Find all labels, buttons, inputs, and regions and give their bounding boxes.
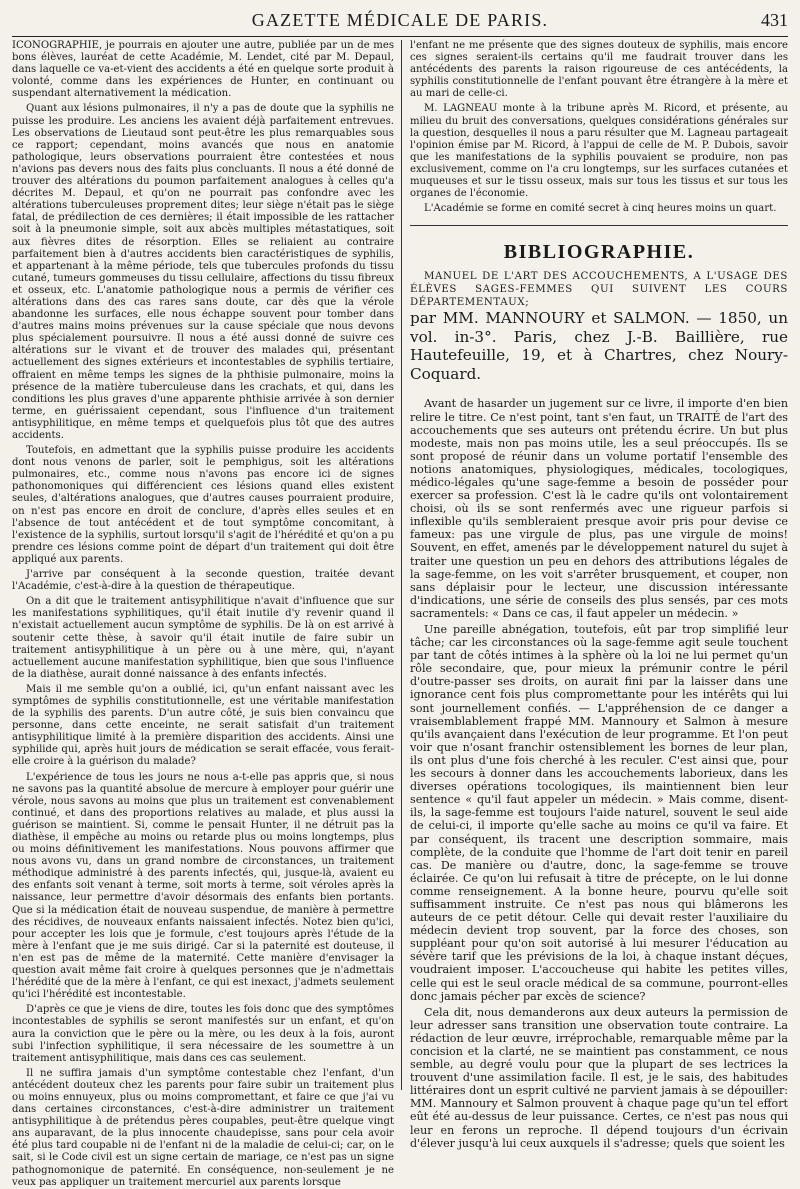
paragraph: J'arrive par conséquent à la seconde question, traitée devant l'Académie, c'est-à-dire à la question de thérapeutique. [12, 569, 394, 593]
book-title: MANUEL DE L'ART DES ACCOUCHEMENTS, A L'USAGE DES ÉLÈVES SAGES-FEMMES QUI SUIVENT LES COURS DÉPARTEMENTAUX; [410, 271, 788, 309]
page-number: 431 [761, 10, 788, 30]
bibliography-heading: BIBLIOGRAPHIE. [503, 241, 695, 264]
paragraph: On a dit que le traitement antisyphilitique n'avait d'influence que sur les manifestations syphilitiques, qu'il était inutile d'y revenir quand il n'existait actuellement aucun symptôme de syphilis. De là on est arrivé à soutenir cette thèse, à savoir qu'il était inutile de faire subir un traitement antisyphilitique à un père ou à une mère, qui, n'ayant actuellement aucune manifestation syphilitique, bien que sous l'influence de la diathèse, aurait donné naissance à des enfants infectés. [12, 596, 394, 680]
paragraph: Quant aux lésions pulmonaires, il n'y a pas de doute que la syphilis ne puisse les produire. Les anciens les avaient déjà parfaitement entrevues. Les observations de Lieutaud sont peut-être les plus remarquables sous ce rapport; cependant, moins avancés que nous en anatomie pathologique, leurs observations pourraient être contestées et nous n'avions pas devers nous des faits plus concluants. Il nous a été donné de trouver des altérations du poumon parfaitement analogues à celles qu'a décrites M. Depaul, et qu'on ne pourrait pas confondre avec les altérations tuberculeuses proprement dites; leur siège n'était pas le siège fatal, de prédilection de ces dernières; il était impossible de les rattacher soit à la pneumonie simple, soit aux abcès multiples métastatiques, soit aux fièvres dites de résorption. Elles se reliaient au contraire parfaitement bien à d'autres accidents bien caractéristiques de syphilis, et appartenant à la même période, tels que tubercules profonds du tissu cutané, tumeurs gommeuses du tissu cellulaire, affections du tissu fibreux et osseux, etc. L'anatomie pathologique nous a permis de vérifier ces altérations dans des cas rares sans doute, car dès que la vérole abandonne les surfaces, elle nous échappe souvent pour tomber dans d'autres mains moins prévenues sur la cause spéciale que nous devons plus spécialement poursuivre. Il nous a été aussi donné de suivre ces altérations sur le vivant et de trouver des malades qui, présentant actuellement des signes extérieurs et incontestables de syphilis tertiaire, offraient en même temps les signes de la phthisie pulmonaire, moins la présence de la matière tuberculeuse dans les crachats, et qui, dans les conditions les plus graves d'une apparente phthisie arrivée à son dernier terme, en guérissaient cependant, sous l'influence d'un traitement antisyphilitique, en même temps et quelquefois plus tôt que des autres accidents. [12, 103, 394, 441]
paragraph: Mais il me semble qu'on a oublié, ici, qu'un enfant naissant avec les symptômes de syphilis constitutionnelle, est une véritable manifestation de la syphilis des parents. D'un autre côté, je suis bien convaincu que personne, dans cette enceinte, ne serait satisfait d'un traitement antisyphilitique limité à la première disparition des accidents. Ainsi une syphilide qui, après huit jours de médication se serait effacée, vous ferait-elle croire à la guérison du malade? [12, 683, 394, 768]
right-column [410, 40, 788, 1150]
paragraph: Cela dit, nous demanderons aux deux auteurs la permission de leur adresser sans transition une observation toute contraire. La rédaction de leur œuvre, irréprochable, remarquable même par la concision et la clarté, ne se maintient pas constamment, ce nous semble, au degré voulu pour que la plupart de ses lectrices la trouvent d'une assimilation facile. Il est, je le sais, des habitudes littéraires dont un esprit cultivé ne parvient jamais à se dépouiller: MM. Mannoury et Salmon prouvent à chaque page qu'un tel effort eût été au-dessus de leur puissance. Certes, ce n'est pas nous qui leur en ferons un reproche. Il dépend toujours d'un écrivain d'élever jusqu'à lui ceux auxquels il s'adresse; quels que soient les [410, 1005, 788, 1150]
paragraph: L'expérience de tous les jours ne nous a-t-elle pas appris que, si nous ne savons pas la quantité absolue de mercure à employer pour guérir une vérole, nous savons au moins que plus un traitement est convenablement continué, et dans des proportions relatives au malade, et plus aussi la guérison se maintient. Si, comme le pensait Hunter, il ne détruit pas la diathèse, il empêche au moins ou retarde plus ou moins longtemps, plus ou moins définitivement les manifestations. Nous pouvons affirmer que nous avons vu, dans un grand nombre de circonstances, un traitement méthodique administré à des parents infectés, qui, jusque-là, avaient eu des enfants soit venant à terme, soit morts à terme, soit véroles après la naissance, leur permettre d'avoir désormais des enfants bien portants. Que si la médication était de nouveau suspendue, de manière à permettre des récidives, de nouveaux enfants naissaient infectés. Notez bien qu'ici, pour accepter les lois que je formule, c'est toujours après l'étude de la mère à l'enfant que je me suis dirigé. Car si la paternité est douteuse, il n'en est pas de même de la maternité. Cette manière d'envisager la question avait même fait croire à quelques personnes que je n'admettais l'hérédité que de la mère à l'enfant, ce qui est inexact, j'admets seulement qu'ici l'hérédité est incontestable. [12, 771, 394, 1001]
left-column [12, 40, 394, 1188]
paragraph: ICONOGRAPHIE, je pourrais en ajouter une autre, publiée par un de mes bons élèves, lauréat de cette Académie, M. Lendet, cité par M. Depaul, dans laquelle ce va-et-vient des accidents a été en quelque sorte produit à volonté, comme dans les expériences de Hunter, en continuant ou suspendant alternativement la médication. [12, 40, 394, 100]
book-imprint: par MM. MANNOURY et SALMON. — 1850, un vol. in-3°. Paris, chez J.-B. Baillière, rue Hautefeuille, 19, et à Chartres, chez Noury-Coquard. [410, 309, 788, 383]
paragraph: Une pareille abnégation, toutefois, eût par trop simplifié leur tâche; car les circonstances où la sage-femme agit seule touchent par tant de côtés intimes à la sphère où la loi ne lui permet qu'un rôle secondaire, que, pour mieux la prémunir contre le péril d'outre-passer ses droits, on aurait fini par la laisser dans une ignorance cent fois plus compromettante pour les intérêts qui lui sont journellement confiés. — L'appréhension de ce danger a vraisemblablement frappé MM. Mannoury et Salmon à mesure qu'ils avançaient dans l'exécution de leur programme. Et l'on peut voir que n'osant franchir ostensiblement les bornes de leur plan, ils ont plus d'une fois cherché à les reculer. C'est ainsi que, pour les secours à donner dans les accouchements laborieux, dans les diverses opérations tocologiques, ils maintiennent bien leur sentence « qu'il faut appeler un médecin. » Mais comme, disent-ils, la sage-femme est toujours l'aide naturel, souvent le seul aide de celui-ci, il importe qu'elle sache au moins ce qu'il va faire. Et par conséquent, ils tracent une description sommaire, mais complète, de la conduite que l'homme de l'art doit tenir en pareil cas. De manière ou d'autre, donc, la sage-femme se trouve éclairée. Ce qu'on lui refusait à titre de précepte, on le lui donne comme renseignement. A la bonne heure, pourvu qu'elle soit suffisamment instruite. Ce n'est pas nous qui blâmerons les auteurs de ce petit détour. Celle qui devait rester l'auxiliaire du médecin devient trop souvent, par la force des choses, son suppléant pour qu'on soit autorisé à lui mesurer l'éducation au sévère tarif que les prévisions de la loi, à chaque instant déçues, voudraient imposer. L'accoucheuse qui habite les petites villes, celle qui est le seul oracle médical de sa commune, pourront-elles donc jamais pécher par excès de science? [410, 623, 788, 1003]
column-divider [401, 40, 402, 1090]
paragraph: D'après ce que je viens de dire, toutes les fois donc que des symptômes incontestables de syphilis se seront manifestés sur un enfant, et qu'on aura la conviction que le père ou la mère, ou les deux à la fois, auront subi l'infection syphilitique, il sera nécessaire de les soumettre à un traitement antisyphilitique, mais dans ces cas seulement. [12, 1004, 394, 1064]
paragraph: l'enfant ne me présente que des signes douteux de syphilis, mais encore ces signes seraient-ils certains qu'il me faudrait trouver dans les antécédents des parents la raison rigoureuse de ces antécédents, la syphilis constitutionnelle de l'enfant pouvant être étrangère à la mère et au mari de celle-ci. [410, 40, 788, 100]
paragraph: M. LAGNEAU monte à la tribune après M. Ricord, et présente, au milieu du bruit des conversations, quelques considérations générales sur la question, desquelles il nous a paru résulter que M. Lagneau partageait l'opinion émise par M. Ricord, à l'appui de celle de M. P. Dubois, savoir que les manifestations de la syphilis pouvaient se produire, non pas exclusivement, comme on l'a cru longtemps, sur les surfaces cutanées et muqueuses et sur le tissu osseux, mais sur tous les tissus et sur tous les organes de l'économie. [410, 103, 788, 200]
review-body [410, 397, 788, 1149]
paragraph: Toutefois, en admettant que la syphilis puisse produire les accidents dont nous venons de parler, soit le pemphigus, soit les altérations pulmonaires, etc., comme nous n'avons pas encore ici de signes pathonomoniques qui différencient ces lésions quand elles existent seules, d'altérations analogues, que d'autres causes pourraient produire, on n'est pas encore en droit de conclure, d'après elles seules et en l'absence de tout antécédent et de tout symptôme concomitant, à l'existence de la syphilis, surtout lorsqu'il s'agit de l'hérédité et qu'on a pu prendre ces lésions comme point de départ d'un traitement qui doit être appliqué aux parents. [12, 445, 394, 565]
section-rule [410, 225, 788, 226]
paragraph: Il ne suffira jamais d'un symptôme contestable chez l'enfant, d'un antécédent douteux chez les parents pour faire subir un traitement plus ou moins ennuyeux, plus ou moins compromettant, et faire ce que j'ai vu dans certaines circonstances, c'est-à-dire administrer un traitement antisyphilitique à de prétendus pères coupables, peut-être quelque vingt ans auparavant, de la plus innocente chaudepisse, sans pour cela avoir été plus tard coupable ni de l'enfant ni de la maladie de celui-ci; car, on le sait, si le Code civil est un signe certain de mariage, ce n'est pas un signe pathognomonique de paternité. En conséquence, non-seulement je ne veux pas appliquer un traitement mercuriel aux parents lorsque [12, 1067, 394, 1188]
paragraph: Avant de hasarder un jugement sur ce livre, il importe d'en bien relire le titre. Ce n'est point, tant s'en faut, un TRAITÉ de l'art des accouchements que ses auteurs ont prétendu écrire. Un but plus modeste, mais non pas moins utile, les a seul préoccupés. Ils se sont proposé de réunir dans un volume portatif l'ensemble des notions anatomiques, physiologiques, médicales, tocologiques, médico-légales qu'une sage-femme a besoin de posséder pour exercer sa profession. C'est là le cadre qu'ils ont volontairement choisi, où ils se sont renfermés avec une rigueur parfois si inflexible qu'ils sembleraient presque avoir pris pour devise ce fameux: pas une virgule de plus, pas une virgule de moins! Souvent, en effet, amenés par le développement naturel du sujet à traiter une question un peu en dehors des attributions légales de la sage-femme, on les voit s'arrêter brusquement, et couper, non sans déplaisir pour le lecteur, une discussion intéressante d'indications, une série de conseils des plus sensés, par ces mots sacramentels: « Dans ce cas, il faut appeler un médecin. » [410, 397, 788, 620]
paragraph: L'Académie se forme en comité secret à cinq heures moins un quart. [424, 203, 777, 215]
masthead [12, 10, 788, 37]
journal-title: GAZETTE MÉDICALE DE PARIS. [251, 10, 549, 30]
